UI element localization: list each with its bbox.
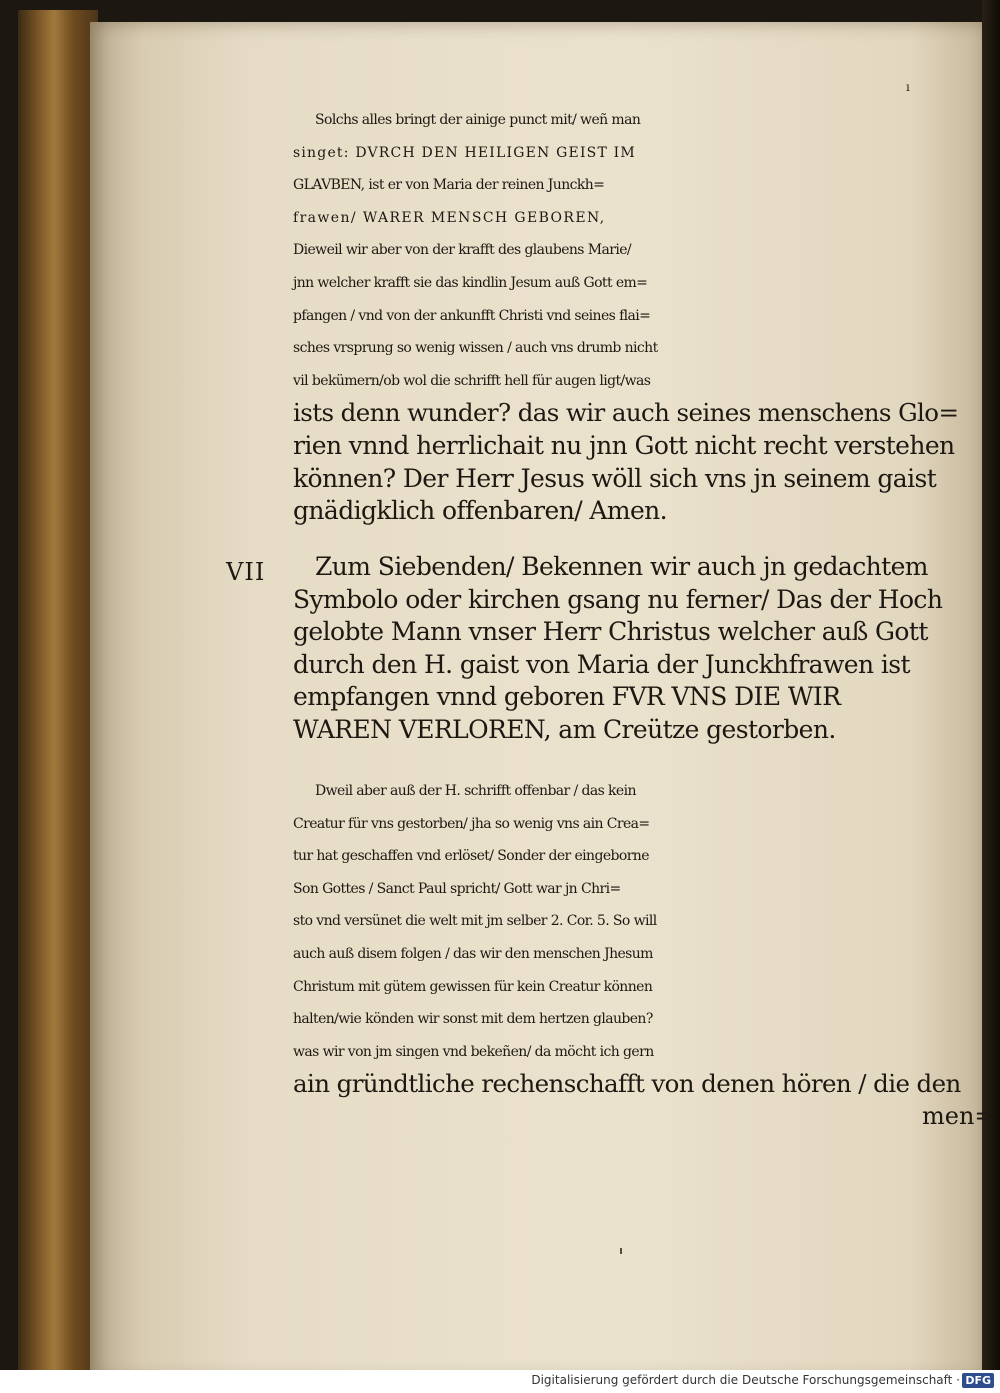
book-fore-edge (18, 10, 98, 1370)
text-line: Zum Siebenden/ Bekennen wir auch jn gedachtem (315, 552, 928, 581)
text-line: ain gründtliche rechenschafft von denen hören / die den (293, 1069, 961, 1099)
text-line: tur hat geschaffen vnd erlöset/ Sonder der eingeborne (293, 848, 649, 865)
text-line: sches vrsprung so wenig wissen / auch vns drumb nicht (293, 340, 658, 357)
text-line: können? Der Herr Jesus wöll sich vns jn seinem gaist (293, 463, 937, 493)
text-line: auch auß disem folgen / das wir den menschen Jhesum (293, 945, 653, 962)
text-line: GLAVBEN, ist er von Maria der reinen Junckh= (293, 177, 605, 194)
paragraph-3 (293, 775, 961, 1101)
text-line: Creatur für vns gestorben/ jha so wenig vns ain Crea= (293, 815, 650, 832)
top-mark: ı (906, 80, 910, 94)
text-line: WAREN VERLOREN, am Creütze gestorben. (293, 714, 836, 744)
scan-border (982, 0, 1000, 1370)
marginal-number: VII (226, 558, 266, 586)
text-line: gelobte Mann vnser Herr Christus welcher auß Gott (293, 617, 928, 647)
text-line: rien vnnd herrlichait nu jnn Gott nicht recht verstehen (293, 430, 955, 460)
paragraph-1 (293, 104, 958, 528)
text-line: jnn welcher krafft sie das kindlin Jesum auß Gott em= (293, 274, 648, 291)
funding-notice: Digitalisierung gefördert durch die Deutsche Forschungsgemeinschaft · (531, 1373, 960, 1387)
text-line: Dieweil wir aber von der krafft des glaubens Marie/ (293, 242, 631, 259)
paper-speck (620, 1248, 622, 1254)
text-line: durch den H. gaist von Maria der Junckhfrawen ist (293, 649, 910, 679)
catchword: men= (922, 1102, 995, 1130)
text-line: Symbolo oder kirchen gsang nu ferner/ Das der Hoch (293, 584, 943, 614)
text-line: frawen/ WARER MENSCH GEBOREN, (293, 209, 606, 226)
dfg-logo: DFG (962, 1373, 994, 1388)
text-line: ists denn wunder? das wir auch seines menschens Glo= (293, 398, 959, 428)
footer-bar (0, 1370, 1000, 1393)
text-line: Dweil aber auß der H. schrifft offenbar / das kein (315, 783, 636, 799)
text-line: pfangen / vnd von der ankunfft Christi vnd seines flai= (293, 307, 651, 324)
text-line: Solchs alles bringt der ainige punct mit/ weñ man (315, 112, 641, 128)
text-line: gnädigklich offenbaren/ Amen. (293, 496, 667, 526)
text-line: was wir von jm singen vnd bekeñen/ da möcht ich gern (293, 1043, 654, 1060)
text-line: singet: DVRCH DEN HEILIGEN GEIST IM (293, 144, 636, 161)
text-line: empfangen vnnd geboren FVR VNS DIE WIR (293, 682, 841, 712)
text-line: sto vnd versünet die welt mit jm selber 2. Cor. 5. So will (293, 913, 657, 930)
text-line: Son Gottes / Sanct Paul spricht/ Gott war jn Chri= (293, 880, 621, 897)
text-line: halten/wie könden wir sonst mit dem hertzen glauben? (293, 1011, 653, 1028)
text-line: Christum mit gütem gewissen für kein Creatur können (293, 978, 653, 995)
text-line: vil bekümern/ob wol die schrifft hell für augen ligt/was (293, 372, 651, 389)
paragraph-2 (293, 551, 942, 747)
